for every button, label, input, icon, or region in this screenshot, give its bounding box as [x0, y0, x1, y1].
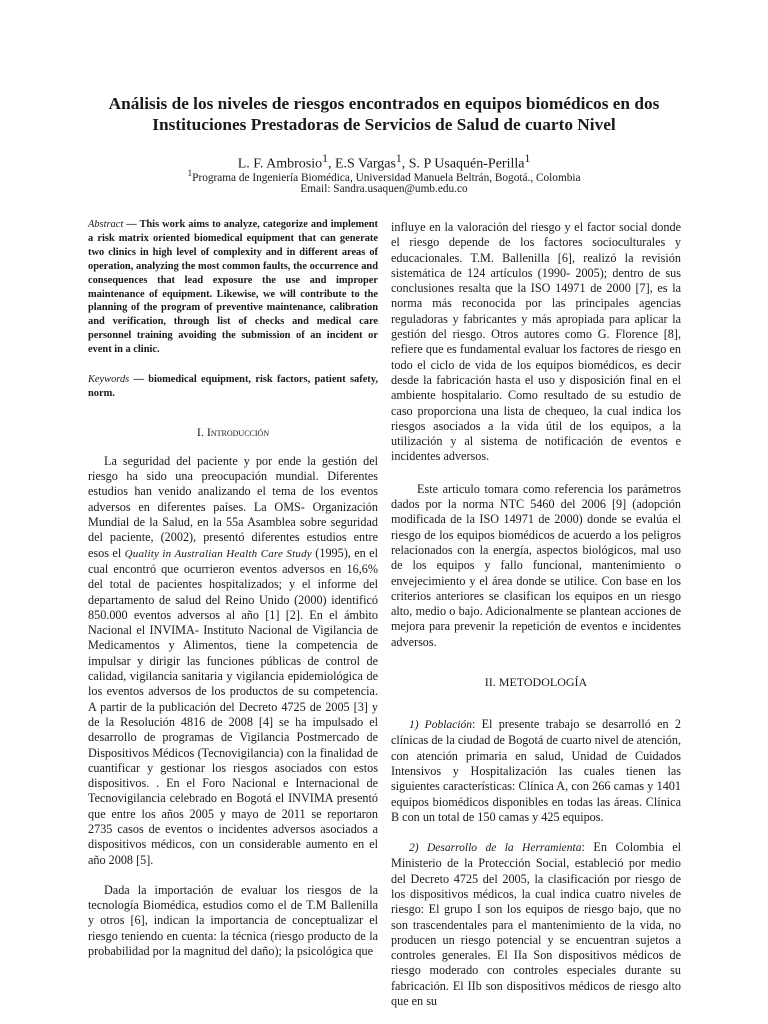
keywords	[88, 373, 378, 401]
intro-paragraph-1	[88, 454, 378, 868]
right-paragraph-2: Este articulo tomara como referencia los parámetros dados por la norma NTC 5460 del 2006 [9] (adopción modificada de la ISO 14971 de 2000) donde se evalúa el riesgo de los equipos biomédicos de acuerdo a los peligros relacionados con la energía, aspectos biológicos, mal uso de los equipos y fallo funcional, mantenimiento o envejecimiento y el área donde se utilice. Con base en los criterios anteriores se clasifican los equipos en un riesgo alto, medio o bajo. Adicionalmente se plantean acciones de mejora para prevenir la repetición de eventos e incidentes adversos.	[391, 481, 681, 649]
contact-email: Email: Sandra.usaquen@umb.edu.co	[300, 183, 468, 195]
abstract-text: — This work aims to analyze, categorize and implement a risk matrix oriented biomedical equipment that can generate two clinics in high level of complexity and in different areas of operation, analyzing the most common faults, the occurrence and consequences that lead exposure the use and improper maintenance of equipment. Likewise, we will contribute to the planning of the program of preventive maintenance, calibration and verification, through list of checks and medical care personnel training avoiding the submission of an incident or event in a clinic.	[88, 219, 378, 356]
keywords-text: — biomedical equipment, risk factors, patient safety, norm.	[88, 374, 378, 399]
abstract	[88, 218, 378, 357]
herramienta-text: : En Colombia el Ministerio de la Protección Social, estableció por medio del Decreto 4725 del 2005, la clasificación por riesgo de los dispositivos médicos, la cual indica cuatro niveles de riesgo: El grupo I son los equipos de riesgo bajo, que no son trascendentales para el mantenimiento de la vida, no producen un riesgo potencial y se encuentran sujetos a controles generales. El IIa Son dispositivos médicos de riesgo moderado con controles especiales durante su fabricación. El IIb son dispositivos médicos de riesgo alto que en su	[391, 840, 681, 1009]
affiliation-marker: 1	[187, 169, 193, 179]
right-column	[391, 220, 681, 1024]
author-3-affil: 1	[524, 152, 531, 165]
section-1-heading	[88, 425, 378, 440]
herramienta-paragraph	[391, 840, 681, 1009]
poblacion-paragraph	[391, 717, 681, 825]
section-1-numeral: I. I	[196, 424, 211, 439]
title-line-2: Instituciones Prestadoras de Servicios de Salud de cuarto Nivel	[152, 115, 616, 134]
paper-title	[60, 93, 708, 135]
intro-p1-italic: Quality in Australian Health Care Study	[124, 547, 312, 560]
intro-p1-part-a: La seguridad del paciente y por ende la gestión del riesgo ha sido una preocupación mundial. Diferentes estudios han venido analizando el tema de los eventos adversos en diferentes países. La OMS- Organización Mundial de la Salud, en la 55a Asamblea sobre seguridad del paciente, (2002), presentó diferentes estudios entre esos el	[88, 453, 378, 560]
keywords-label: Keywords	[88, 374, 130, 386]
author-1-affil: 1	[322, 152, 328, 165]
right-paragraph-1: influye en la valoración del riesgo y el factor social donde el riesgo depende de los factores socioculturales y educacionales. T.M. Ballenilla [6], realizó la revisión sistemática de 124 artículos (1990- 2005); dentro de sus conclusiones resalta que la ISO 14971 de 2000 [7], es la norma más reconocida por las principales agencias reguladoras y fabricantes y más apropiada para aplicar la gestión del riesgo. Otros autores como G. Florence [8], refiere que es fundamental evaluar los factores de riesgo en todo el ciclo de vida de los equipos biomédicos, es decir desde la fabricación hasta el uso y disposición final en el ambiente hospitalario. Como resultado de su estudio de caso proporciona una lista de chequeo, la cual indica los riesgos asociados a la vida útil de los equipos, a la utilización y al sistema de notificación de eventos e incidentes adversos.	[391, 220, 681, 464]
left-column	[88, 218, 378, 974]
intro-paragraph-2: Dada la importación de evaluar los riesgos de la tecnología Biomédica, estudios como el de T.M Ballenilla y otros [6], indican la importancia de conceptualizar el riesgo teniendo en cuenta: la técnica (riesgo producto de la probabilidad por la magnitud del daño); la psicológica que	[88, 882, 378, 959]
section-1-title: ntroducción	[210, 424, 270, 439]
abstract-label: Abstract	[88, 219, 124, 230]
poblacion-text: : El presente trabajo se desarrolló en 2 clínicas de la ciudad de Bogotá de cuarto nivel de atención, con atención primaria en salud, Unidad de Cuidados Intensivos y Hospitalización las cuales tienen las siguientes características: Clínica A, con 266 camas y 1401 equipos biomédicos disponibles en todas las áreas. Clínica B con un total de 150 camas y 425 equipos.	[391, 717, 681, 824]
poblacion-label: 1) Población	[409, 719, 472, 732]
author-3: , S. P Usaquén-Perilla	[401, 156, 525, 172]
author-2-affil: 1	[395, 152, 402, 165]
author-2: , E.S Vargas	[327, 156, 396, 172]
herramienta-label: 2) Desarrollo de la Herramienta	[409, 842, 582, 855]
affiliation-text: Programa de Ingeniería Biomédica, Universidad Manuela Beltrán, Bogotá., Colombia	[192, 171, 581, 184]
author-1: L. F. Ambrosio	[237, 156, 323, 172]
title-line-1: Análisis de los niveles de riesgos encontrados en equipos biomédicos en dos	[108, 94, 660, 113]
intro-p1-part-b: (1995), en el cual encontró que ocurrieron eventos adversos en 16,6% del total de pacientes hospitalizados; y el informe del departamento de salud del Reino Unido (2000) identificó 850.000 eventos adversos al año [1] [2]. En el ámbito Nacional el INVIMA- Instituto Nacional de Vigilancia de Medicamentos y Alimentos, tiene la competencia de impulsar y dirigir las funciones públicas de control de calidad, vigilancia sanitaria y vigilancia epidemiológica de los eventos adversos de los productos de su competencia. A partir de la publicación del Decreto 4725 de 2005 [3] y de la Resolución 4816 de 2008 [4] se ha impulsado el desarrollo de programas de Vigilancia Postmercado de Dispositivos Médicos (Tecnovigilancia) con la finalidad de cuantificar y gestionar los riesgos asociados con estos dispositivos. . En el Foro Nacional e Internacional de Tecnovigilancia celebrado en Bogotá el INVIMA presentó que entre los años 2005 y mayo de 2011 se reportaron 2735 casos de eventos o incidentes adversos asociados a dispositivos médicos, con un considerable aumento en el año 2008 [5].	[88, 545, 378, 867]
section-2-heading: II. METODOLOGÍA	[484, 675, 588, 690]
